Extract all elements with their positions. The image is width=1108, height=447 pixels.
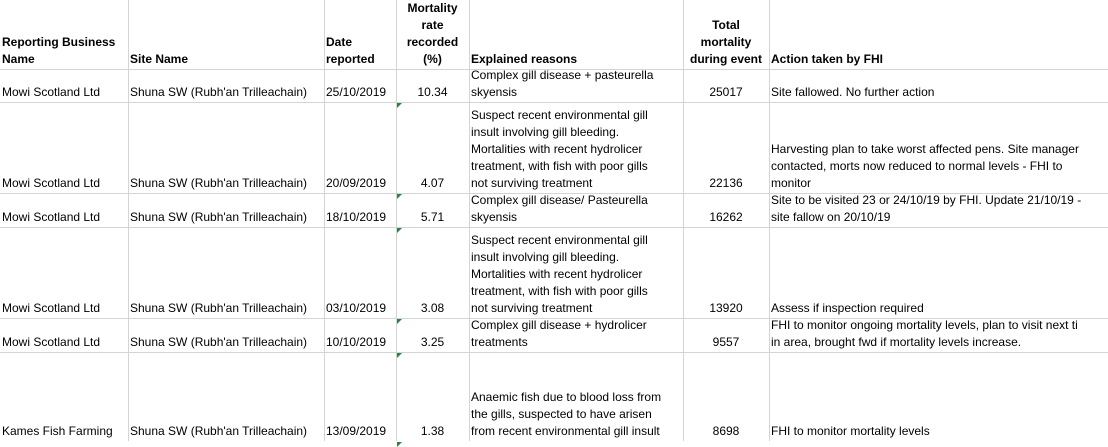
cell-text-line: rate <box>421 18 444 32</box>
cell-text-line: 1.38 <box>420 424 445 438</box>
cell-text-line: 8698 <box>712 424 740 438</box>
cell-site-row-5[interactable] <box>128 334 324 351</box>
cell-action-row-1[interactable] <box>769 84 1108 101</box>
cell-total-row-5[interactable] <box>683 334 769 351</box>
cell-indicator-icon <box>397 228 402 233</box>
cell-rate-row-2[interactable] <box>396 175 469 192</box>
cell-text-line: Mortalities with recent hydrolicer <box>471 267 643 281</box>
cell-text-line: 9557 <box>712 335 740 349</box>
cell-text-line: monitor <box>771 176 812 190</box>
cell-site-row-4[interactable] <box>128 300 324 317</box>
cell-date-row-4[interactable] <box>324 300 396 317</box>
cell-text-line: 22136 <box>709 176 743 190</box>
cell-text-line: Shuna SW (Rubh'an Trilleachain) <box>130 301 308 315</box>
cell-reasons-row-4[interactable] <box>469 232 683 317</box>
cell-date-row-5[interactable] <box>324 334 396 351</box>
cell-text-line: Site fallowed. No further action <box>771 85 935 99</box>
cell-text-line: 25017 <box>709 85 743 99</box>
cell-rate-row-1[interactable] <box>396 84 469 101</box>
cell-action-row-5[interactable] <box>769 317 1108 351</box>
cell-date-row-1[interactable] <box>324 84 396 101</box>
cell-business-row-1[interactable] <box>0 84 128 101</box>
cell-reasons-row-5[interactable] <box>469 317 683 351</box>
cell-text-line: 4.07 <box>420 176 445 190</box>
cell-text-line: treatment, with fish with poor gills <box>471 159 648 173</box>
cell-text-line: 3.25 <box>420 335 445 349</box>
cell-date-row-2[interactable] <box>324 175 396 192</box>
cell-reasons-row-1[interactable] <box>469 67 683 101</box>
cell-reasons-row-3[interactable] <box>469 192 683 226</box>
cell-text-line: treatments <box>471 335 528 349</box>
cell-date-row-6[interactable] <box>324 423 396 440</box>
cell-text-line: 10/10/2019 <box>326 335 387 349</box>
row-divider <box>0 102 1108 103</box>
cell-text-line: Site Name <box>130 52 189 66</box>
header-total[interactable] <box>683 17 769 68</box>
header-reasons[interactable] <box>469 51 683 68</box>
cell-total-row-4[interactable] <box>683 300 769 317</box>
cell-text-line: Site to be visited 23 or 24/10/19 by FHI. Update 21/10/19 - <box>771 193 1082 207</box>
cell-text-line: Harvesting plan to take worst affected pens. Site manager <box>771 142 1079 156</box>
cell-text-line: mortality <box>700 35 752 49</box>
cell-text-line: Mowi Scotland Ltd <box>2 210 101 224</box>
cell-reasons-row-6[interactable] <box>469 389 683 440</box>
cell-business-row-4[interactable] <box>0 300 128 317</box>
cell-text-line: site fallow on 20/10/19 <box>771 210 891 224</box>
cell-text-line: Shuna SW (Rubh'an Trilleachain) <box>130 85 308 99</box>
cell-text-line: 16262 <box>709 210 743 224</box>
cell-reasons-row-2[interactable] <box>469 107 683 192</box>
cell-text-line: FHI to monitor ongoing mortality levels, plan to visit next ti <box>771 318 1078 332</box>
cell-total-row-2[interactable] <box>683 175 769 192</box>
cell-text-line: Date <box>326 35 353 49</box>
cell-business-row-3[interactable] <box>0 209 128 226</box>
cell-text-line: the gills, suspected to have arisen <box>471 407 652 421</box>
cell-text-line: skyensis <box>471 85 518 99</box>
cell-text-line: Complex gill disease + hydrolicer <box>471 318 647 332</box>
cell-text-line: recorded <box>406 35 459 49</box>
cell-text-line: 5.71 <box>420 210 445 224</box>
cell-text-line: skyensis <box>471 210 518 224</box>
cell-business-row-2[interactable] <box>0 175 128 192</box>
cell-text-line: Complex gill disease/ Pasteurella <box>471 193 648 207</box>
cell-date-row-3[interactable] <box>324 209 396 226</box>
cell-text-line: not surviving treatment <box>471 176 593 190</box>
cell-site-row-6[interactable] <box>128 423 324 440</box>
cell-text-line: Anaemic fish due to blood loss from <box>471 390 662 404</box>
header-date[interactable] <box>324 34 396 68</box>
cell-indicator-icon <box>397 319 402 324</box>
cell-text-line: Mowi Scotland Ltd <box>2 335 101 349</box>
cell-text-line: in area, brought fwd if mortality levels increase. <box>771 335 1022 349</box>
cell-action-row-2[interactable] <box>769 141 1108 192</box>
cell-text-line: Mowi Scotland Ltd <box>2 85 101 99</box>
cell-text-line: Name <box>2 52 35 66</box>
cell-text-line: 25/10/2019 <box>326 85 387 99</box>
cell-text-line: Shuna SW (Rubh'an Trilleachain) <box>130 176 308 190</box>
header-action[interactable] <box>769 51 1108 68</box>
cell-action-row-6[interactable] <box>769 423 1108 440</box>
cell-text-line: Suspect recent environmental gill <box>471 233 648 247</box>
cell-text-line: Suspect recent environmental gill <box>471 108 648 122</box>
cell-indicator-icon <box>397 194 402 199</box>
cell-text-line: Mowi Scotland Ltd <box>2 176 101 190</box>
cell-text-line: Shuna SW (Rubh'an Trilleachain) <box>130 210 308 224</box>
header-business[interactable] <box>0 34 128 68</box>
cell-action-row-4[interactable] <box>769 300 1108 317</box>
cell-text-line: insult involving gill bleeding. <box>471 125 620 139</box>
cell-text-line: Assess if inspection required <box>771 301 924 315</box>
cell-total-row-3[interactable] <box>683 209 769 226</box>
cell-text-line: (%) <box>423 52 442 66</box>
cell-business-row-6[interactable] <box>0 423 128 440</box>
cell-text-line: Explained reasons <box>471 52 578 66</box>
cell-text-line: not surviving treatment <box>471 301 593 315</box>
cell-rate-row-6[interactable] <box>396 423 469 440</box>
cell-indicator-icon <box>397 103 402 108</box>
cell-text-line: 13920 <box>709 301 743 315</box>
cell-site-row-1[interactable] <box>128 84 324 101</box>
cell-text-line: Total <box>712 18 740 32</box>
cell-text-line: Action taken by FHI <box>771 52 884 66</box>
cell-text-line: FHI to monitor mortality levels <box>771 424 930 438</box>
cell-text-line: treatment, with fish with poor gills <box>471 284 648 298</box>
cell-text-line: 03/10/2019 <box>326 301 387 315</box>
cell-text-line: during event <box>689 52 762 66</box>
cell-text-line: 18/10/2019 <box>326 210 387 224</box>
cell-text-line: Kames Fish Farming <box>2 424 113 438</box>
cell-indicator-icon <box>397 353 402 358</box>
cell-text-line: contacted, morts now reduced to normal levels - FHI to <box>771 159 1063 173</box>
cell-total-row-1[interactable] <box>683 84 769 101</box>
cell-action-row-3[interactable] <box>769 192 1108 226</box>
cell-text-line: 3.08 <box>420 301 445 315</box>
cell-text-line: 20/09/2019 <box>326 176 387 190</box>
cell-text-line: Mortalities with recent hydrolicer <box>471 142 643 156</box>
cell-site-row-3[interactable] <box>128 209 324 226</box>
cell-site-row-2[interactable] <box>128 175 324 192</box>
header-site[interactable] <box>128 51 324 68</box>
cell-total-row-6[interactable] <box>683 423 769 440</box>
cell-rate-row-5[interactable] <box>396 334 469 351</box>
cell-indicator-icon <box>397 442 402 447</box>
cell-text-line: 13/09/2019 <box>326 424 387 438</box>
row-divider <box>0 227 1108 228</box>
cell-text-line: Shuna SW (Rubh'an Trilleachain) <box>130 424 308 438</box>
cell-text-line: Mowi Scotland Ltd <box>2 301 101 315</box>
header-rate[interactable] <box>396 0 469 68</box>
cell-text-line: 10.34 <box>417 85 448 99</box>
cell-text-line: Reporting Business <box>2 35 116 49</box>
cell-text-line: reported <box>326 52 375 66</box>
cell-text-line: Complex gill disease + pasteurella <box>471 68 654 82</box>
cell-business-row-5[interactable] <box>0 334 128 351</box>
cell-rate-row-4[interactable] <box>396 300 469 317</box>
cell-text-line: Mortality <box>407 1 458 15</box>
cell-text-line: insult involving gill bleeding. <box>471 250 620 264</box>
cell-text-line: from recent environmental gill insult <box>471 424 660 438</box>
cell-rate-row-3[interactable] <box>396 209 469 226</box>
row-divider <box>0 352 1108 353</box>
cell-text-line: Shuna SW (Rubh'an Trilleachain) <box>130 335 308 349</box>
